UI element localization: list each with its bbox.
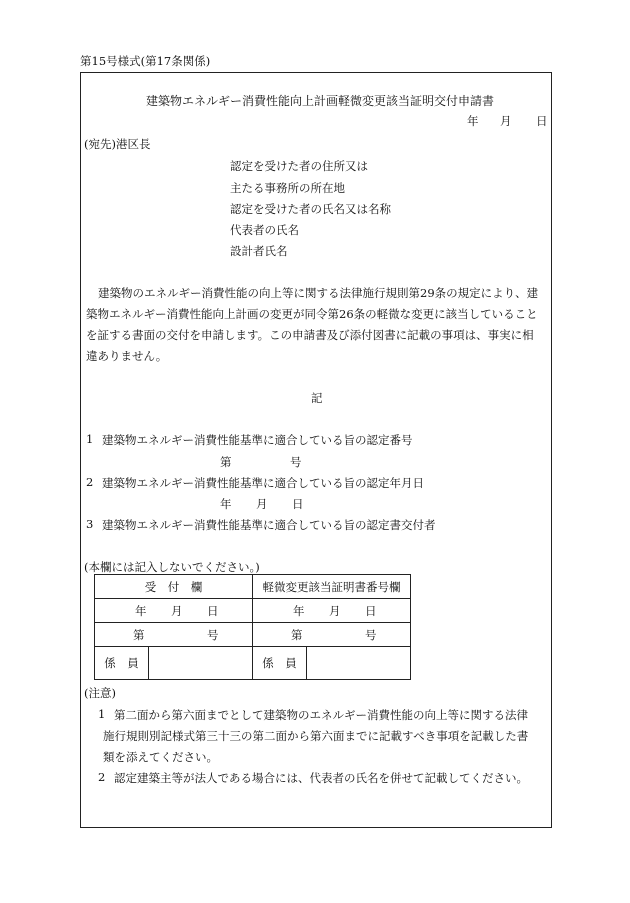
reception-number-cell [95, 623, 253, 647]
form-number: 第15号様式(第17条関係) [80, 54, 211, 68]
office-use-table [94, 574, 411, 680]
addressee: (宛先)港区長 [84, 137, 151, 151]
reception-month: 月 [171, 604, 183, 618]
reception-date-cell [95, 599, 253, 623]
issue-no-suffix: 号 [365, 628, 377, 642]
cert-date-year: 年 [220, 497, 232, 511]
date-day: 日 [536, 114, 548, 128]
notes-title: (注意) [84, 686, 116, 700]
item-number: 3 [86, 517, 94, 531]
reception-clerk-label: 係 員 [95, 647, 149, 680]
issue-clerk-label: 係 員 [253, 647, 307, 680]
reception-header: 受 付 欄 [95, 575, 253, 599]
body-line: を証する書面の交付を申請します。この申請書及び添付図書に記載の事項は、事実に相 [86, 328, 534, 342]
cert-number-suffix: 号 [290, 455, 302, 469]
issue-clerk-field [307, 647, 411, 680]
item-text: 建築物エネルギー消費性能基準に適合している旨の認定年月日 [102, 476, 424, 490]
cert-date-month: 月 [256, 497, 268, 511]
reception-year: 年 [135, 604, 147, 618]
cert-date-day: 日 [292, 497, 304, 511]
body-line: 違ありません。 [86, 349, 168, 363]
body-line: 築物エネルギー消費性能向上計画の変更が同令第26条の軽微な変更に該当していること [86, 307, 538, 321]
issue-day: 日 [365, 604, 377, 618]
ki-heading: 記 [311, 391, 323, 405]
item-number: 2 [86, 475, 94, 489]
note-line: 認定建築主等が法人である場合には、代表者の氏名を併せて記載してください。 [114, 771, 528, 785]
note-line: 類を添えてください。 [103, 750, 218, 764]
cert-number-prefix: 第 [220, 455, 232, 469]
body-line: 建築物のエネルギー消費性能の向上等に関する法律施行規則第29条の規定により、建 [98, 286, 539, 300]
office-use-note: (本欄には記入しないでください。) [84, 560, 260, 574]
issue-number-cell [253, 623, 411, 647]
applicant-field: 主たる事務所の所在地 [230, 181, 345, 195]
issue-date-cell [253, 599, 411, 623]
date-month: 月 [500, 114, 512, 128]
item-text: 建築物エネルギー消費性能基準に適合している旨の認定番号 [102, 433, 413, 447]
date-year: 年 [467, 114, 479, 128]
applicant-field: 認定を受けた者の氏名又は名称 [230, 202, 391, 216]
item-text: 建築物エネルギー消費性能基準に適合している旨の認定書交付者 [102, 518, 436, 532]
note-number: 2 [98, 770, 106, 784]
applicant-field: 設計者氏名 [230, 244, 288, 258]
item-number: 1 [86, 432, 94, 446]
issue-no-prefix: 第 [291, 628, 303, 642]
reception-no-prefix: 第 [133, 628, 145, 642]
issue-year: 年 [293, 604, 305, 618]
applicant-field: 代表者の氏名 [230, 223, 299, 237]
reception-clerk-field [149, 647, 253, 680]
issue-month: 月 [329, 604, 341, 618]
note-line: 施行規則別記様式第三十三の第二面から第六面までに記載すべき事項を記載した書 [103, 729, 529, 743]
note-line: 第二面から第六面までとして建築物のエネルギー消費性能の向上等に関する法律 [114, 708, 528, 722]
applicant-field: 認定を受けた者の住所又は [230, 159, 368, 173]
note-number: 1 [98, 707, 106, 721]
reception-no-suffix: 号 [207, 628, 219, 642]
cert-number-header: 軽微変更該当証明書番号欄 [253, 575, 411, 599]
form-title: 建築物エネルギー消費性能向上計画軽微変更該当証明交付申請書 [146, 94, 495, 108]
reception-day: 日 [207, 604, 219, 618]
